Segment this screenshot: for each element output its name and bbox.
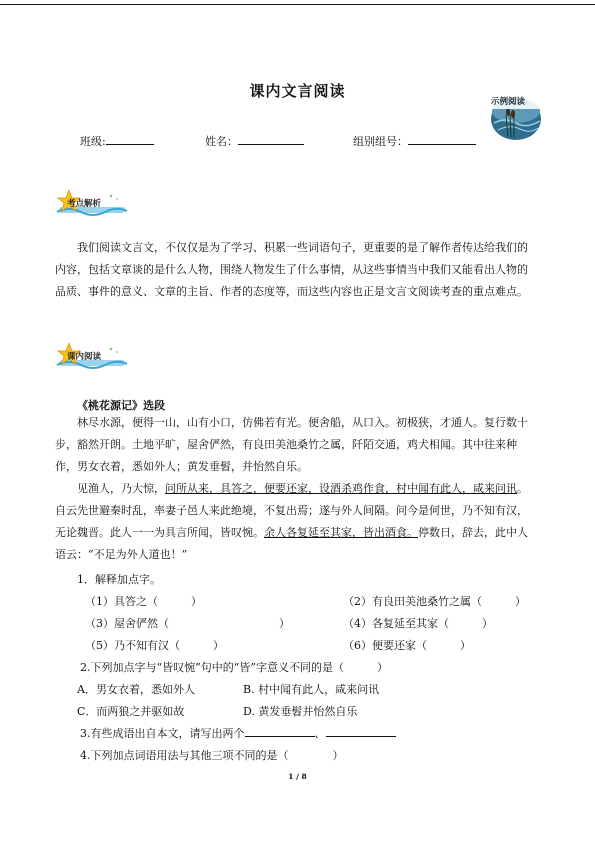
analysis-badge <box>55 188 129 218</box>
q2-option-d: D. 黄发垂髫并怡然自乐 <box>243 705 358 718</box>
p2-text-a: 见渔人，乃大惊， <box>77 482 165 495</box>
question-2-label: 2.下列加点字与“皆叹惋”句中的“皆”字意义不同的是（ ） <box>80 661 388 674</box>
analysis-badge-label: 考点解析 <box>67 199 102 209</box>
group-blank[interactable] <box>408 133 476 145</box>
q1-item-3: （3）屋舍俨然（ ） <box>85 617 290 630</box>
q1-item-4: （4）各复延至其家（ ） <box>343 617 493 630</box>
passage <box>55 412 538 566</box>
header-rule <box>0 4 595 5</box>
question-4-label: 4.下列加点词语用法与其他三项不同的是（ ） <box>80 749 344 762</box>
name-label: 姓名： <box>205 135 238 148</box>
question-3-label: 3.有些成语出自本文，请写出两个 <box>80 727 245 740</box>
q3-blank-1[interactable] <box>245 725 315 737</box>
class-field <box>80 133 154 149</box>
intro-paragraph <box>55 237 538 303</box>
class-label: 班级: <box>80 135 106 148</box>
class-blank[interactable] <box>106 133 154 145</box>
group-field <box>353 133 476 149</box>
name-field <box>205 133 304 149</box>
q2-option-b: B. 村中闻有此人，咸来问讯 <box>243 683 380 696</box>
reading-badge-label: 课内阅读 <box>67 352 102 362</box>
logo-text: 示例阅读 <box>491 97 526 107</box>
q2-option-a: A．男女衣着，悉如外人 <box>77 683 195 696</box>
q1-item-1: （1）具答之（ ） <box>85 595 202 608</box>
q2-option-c: C．而两狼之并驱如故 <box>77 705 185 718</box>
passage-paragraph-1: 林尽水源，便得一山，山有小口，仿佛若有光。便舍船，从口入。初极狭，才通人。复行数十步，豁然开朗。土地平旷，屋舍俨然，有良田美池桑竹之属，阡陌交通，鸡犬相闻。其中往来种作，男女衣着，悉如外人；黄发垂髫，并怡然自乐。 <box>55 416 528 473</box>
passage-title: 《桃花源记》选段 <box>77 399 165 412</box>
q3-blank-2[interactable] <box>326 725 396 737</box>
group-label: 组别组号： <box>353 135 408 148</box>
reading-badge <box>55 341 129 371</box>
q1-item-6: （6）便要还家（ ） <box>343 639 471 652</box>
passage-paragraph-2 <box>55 478 538 566</box>
name-blank[interactable] <box>238 133 304 145</box>
reading-logo <box>486 93 546 141</box>
page-title: 课内文言阅读 <box>249 82 346 100</box>
question-3 <box>80 723 396 744</box>
p2-text-b: 。自云先世避秦时乱，率妻子邑人来此绝境，不复出焉；遂与外人间隔。问今是何世，乃不知有汉，无论魏晋。此人一一为具言所闻，皆叹惋。 <box>55 482 528 539</box>
q3-separator: 、 <box>314 727 326 740</box>
q1-item-2: （2）有良田美池桑竹之属（ ） <box>343 595 526 608</box>
p2-text-c: 停数日，辞去，此中人语云：“不足为外人道也！” <box>55 526 528 561</box>
intro-text: 我们阅读文言文，不仅仅是为了学习、积累一些词语句子，更重要的是了解作者传达给我们的内容，包括文章谈的是什么人物，围绕人物发生了什么事情，从这些事情当中我们又能看出人物的品质、事件的意义、文章的主旨、作者的态度等，而这些内容也正是文言文阅读考查的重点难点。 <box>55 241 528 298</box>
page-number: 1 / 8 <box>288 772 307 781</box>
underlined-sentence-1: 问所从来，具答之，便要还家，设酒杀鸡作食，村中闻有此人，咸来问讯 <box>165 482 517 495</box>
question-1-label: 1．解释加点字。 <box>77 573 161 586</box>
underlined-sentence-2: 余人各复延至其家，皆出酒食。 <box>264 526 418 539</box>
q1-item-5: （5）乃不知有汉（ ） <box>85 639 224 652</box>
